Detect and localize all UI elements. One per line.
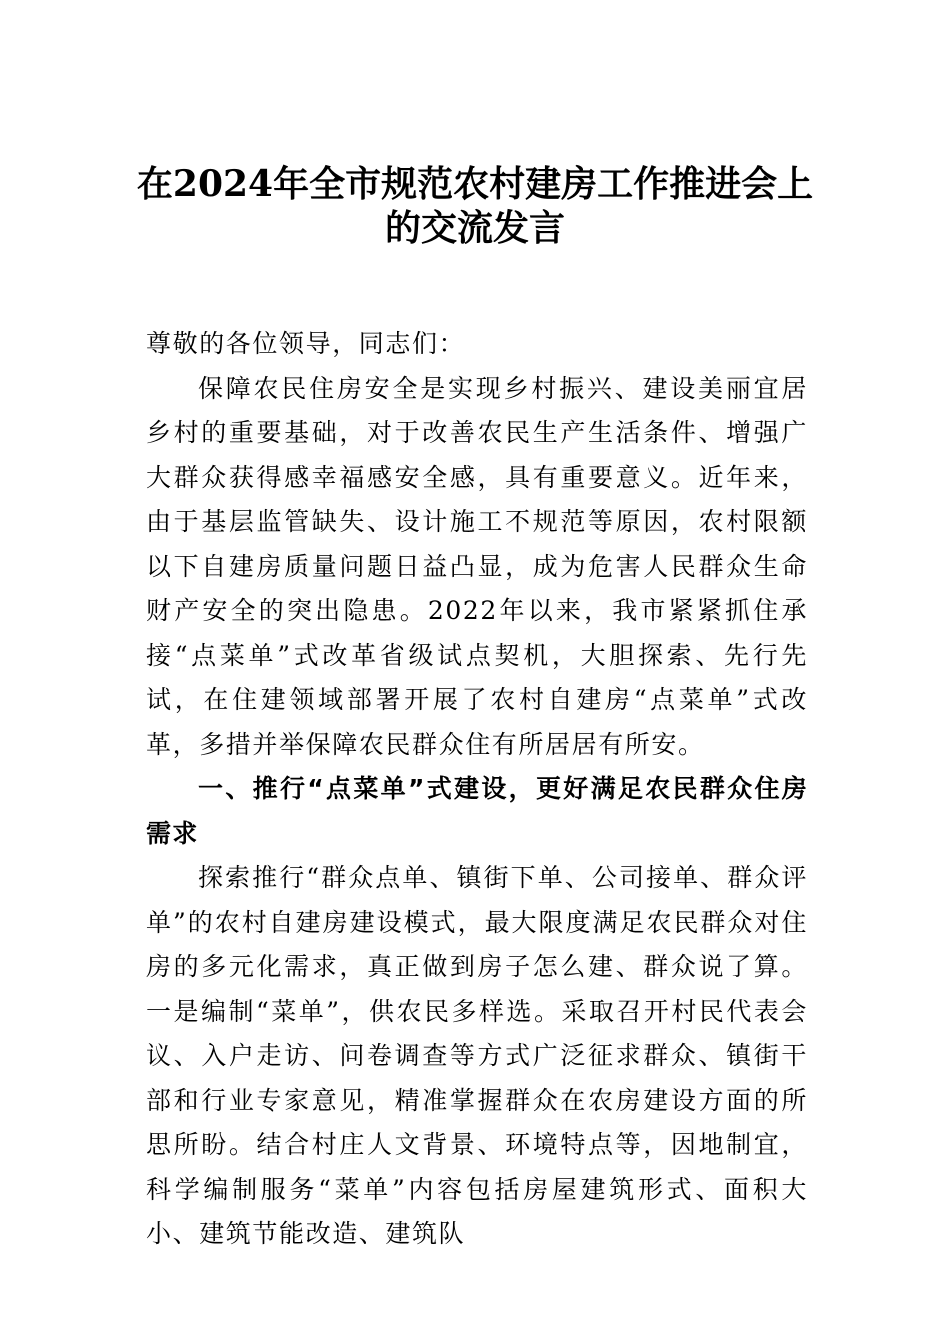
section-1-heading: 一、推行“点菜单”式建设，更好满足农民群众住房需求 (146, 774, 808, 848)
section-1-paragraph: 探索推行“群众点单、镇街下单、公司接单、群众评单”的农村自建房建设模式，最大限度满足农民群众对住房的多元化需求，真正做到房子怎么建、群众说了算。一是编制“菜单”，供农民多样选。采取召开村民代表会议、入户走访、问卷调查等方式广泛征求群众、镇街干部和行业专家意见，精准掌握群众在农房建设方面的所思所盼。结合村庄人文背景、环境特点等，因地制宜，科学编制服务“菜单”内容包括房屋建筑形式、面积大小、建筑节能改造、建筑队 (146, 863, 808, 1248)
document-title-line-2: 的交流发言 (384, 207, 565, 249)
document-title-line-1: 在2024年全市规范农村建房工作推进会上 (136, 163, 814, 205)
salutation: 尊敬的各位领导，同志们： (146, 329, 466, 358)
document-body (146, 322, 808, 1257)
intro-paragraph: 保障农民住房安全是实现乡村振兴、建设美丽宜居乡村的重要基础，对于改善农民生产生活条件、增强广大群众获得感幸福感安全感，具有重要意义。近年来，由于基层监管缺失、设计施工不规范等原因，农村限额以下自建房质量问题日益凸显，成为危害人民群众生命财产安全的突出隐患。2022年以来，我市紧紧抓住承接“点菜单”式改革省级试点契机，大胆探索、先行先试，在住建领域部署开展了农村自建房“点菜单”式改革，多措并举保障农民群众住有所居居有所安。 (146, 373, 808, 759)
